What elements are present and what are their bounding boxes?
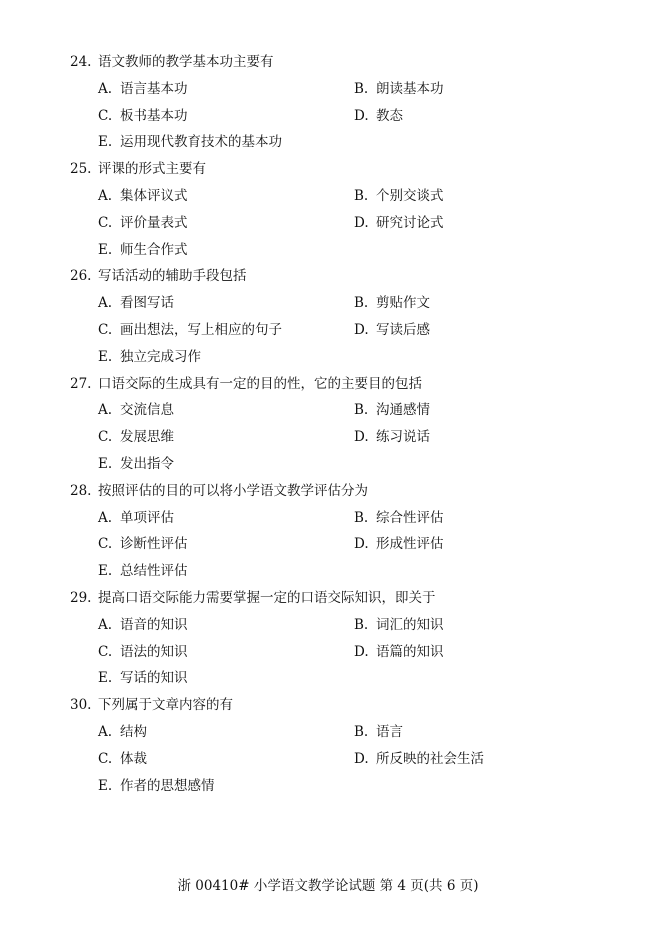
question-25 [70,156,630,263]
option-text: 语音的知识 [120,616,188,633]
option-c [98,746,354,773]
question-30 [70,692,630,799]
question-number: 25. [70,161,92,178]
option-text: 语法的知识 [120,643,188,660]
option-b [354,183,614,210]
option-text: 个别交谈式 [376,187,444,204]
option-text: 研究讨论式 [376,214,444,231]
option-text: 看图写话 [120,295,174,312]
question-text: 语文教师的教学基本功主要有 [98,54,274,70]
option-text: 集体评议式 [120,187,188,204]
option-list [70,290,630,370]
option-text: 沟通感情 [376,402,430,419]
option-letter: C. [98,536,113,553]
option-letter: B. [354,616,369,633]
option-text: 语言基本功 [120,80,188,97]
question-text: 评课的形式主要有 [98,161,206,178]
question-number: 26. [70,268,92,285]
question-number: 24. [70,54,92,70]
option-e [98,237,614,264]
option-a [98,183,354,210]
option-b [354,505,614,532]
question-number: 30. [70,697,92,714]
option-letter: A. [98,509,113,526]
option-text: 所反映的社会生活 [376,750,484,767]
option-e [98,773,614,800]
question-stem [70,692,630,719]
question-text: 写话活动的辅助手段包括 [98,268,247,285]
option-list [70,76,630,156]
option-e [98,451,614,478]
option-text: 单项评估 [120,509,174,526]
question-29 [70,585,630,692]
option-list [70,397,630,477]
question-number: 28. [70,482,92,499]
question-stem [70,263,630,290]
option-e [98,129,614,156]
option-text: 结构 [120,723,147,740]
option-c [98,639,354,666]
option-letter: E. [98,348,113,365]
option-text: 画出想法，写上相应的句子 [120,321,282,338]
option-text: 综合性评估 [376,509,444,526]
option-letter: E. [98,563,113,580]
option-c [98,210,354,237]
question-number: 27. [70,375,92,392]
option-letter: C. [98,214,113,231]
option-letter: B. [354,402,369,419]
option-text: 师生合作式 [120,241,188,258]
option-text: 总结性评估 [120,563,188,580]
option-text: 词汇的知识 [376,616,444,633]
option-d [354,103,614,130]
option-a [98,612,354,639]
option-b [354,719,614,746]
option-text: 运用现代教育技术的基本功 [120,134,282,151]
option-e [98,665,614,692]
option-letter: B. [354,187,369,204]
option-b [354,397,614,424]
option-letter: B. [354,80,369,97]
option-text: 评价量表式 [120,214,188,231]
option-e [98,344,614,371]
option-letter: A. [98,723,113,740]
option-text: 教态 [376,107,403,124]
option-b [354,290,614,317]
option-d [354,317,614,344]
option-letter: A. [98,187,113,204]
option-text: 写话的知识 [120,670,188,687]
option-letter: A. [98,402,113,419]
option-b [354,76,614,103]
option-text: 板书基本功 [120,107,188,124]
option-c [98,103,354,130]
option-a [98,397,354,424]
option-c [98,531,354,558]
option-letter: C. [98,429,113,446]
question-text: 下列属于文章内容的有 [98,697,233,714]
question-27 [70,371,630,478]
option-text: 语篇的知识 [376,643,444,660]
option-d [354,746,614,773]
option-a [98,719,354,746]
question-stem [70,585,630,612]
option-text: 独立完成习作 [120,348,201,365]
option-text: 剪贴作文 [376,295,430,312]
option-letter: C. [98,643,113,660]
option-letter: D. [354,643,369,660]
question-28 [70,478,630,585]
question-stem [70,156,630,183]
option-text: 练习说话 [376,429,430,446]
option-letter: D. [354,107,369,124]
option-list [70,505,630,585]
option-c [98,424,354,451]
option-d [354,639,614,666]
option-letter: E. [98,455,113,472]
option-letter: A. [98,295,113,312]
option-text: 写读后感 [376,321,430,338]
question-text: 提高口语交际能力需要掌握一定的口语交际知识，即关于 [98,589,436,606]
option-letter: E. [98,241,113,258]
question-text: 按照评估的目的可以将小学语文教学评估分为 [98,482,368,499]
option-list [70,612,630,692]
option-letter: B. [354,723,369,740]
option-letter: D. [354,214,369,231]
option-a [98,505,354,532]
option-a [98,290,354,317]
option-letter: D. [354,536,369,553]
option-letter: B. [354,509,369,526]
option-b [354,612,614,639]
option-text: 作者的思想感情 [120,777,215,794]
question-stem [70,478,630,505]
option-text: 语言 [376,723,403,740]
question-26 [70,263,630,370]
option-d [354,531,614,558]
option-letter: A. [98,80,113,97]
option-e [98,558,614,585]
option-a [98,76,354,103]
option-d [354,424,614,451]
option-c [98,317,354,344]
option-letter: B. [354,295,369,312]
option-letter: D. [354,750,369,767]
option-list [70,719,630,799]
option-letter: C. [98,750,113,767]
option-letter: D. [354,321,369,338]
option-text: 发展思维 [120,429,174,446]
option-text: 交流信息 [120,402,174,419]
option-letter: C. [98,107,113,124]
option-d [354,210,614,237]
option-text: 形成性评估 [376,536,444,553]
option-letter: E. [98,134,113,151]
option-list [70,183,630,263]
question-stem [70,371,630,398]
option-text: 发出指令 [120,455,174,472]
question-24 [70,49,630,156]
option-text: 体裁 [120,750,147,767]
page-footer: 浙 00410# 小学语文教学论试题 第 4 页(共 6 页) [177,878,479,894]
option-letter: D. [354,429,369,446]
question-stem [70,49,630,76]
question-number: 29. [70,589,92,606]
option-letter: E. [98,670,113,687]
question-list [70,49,630,799]
option-text: 朗读基本功 [376,80,444,97]
option-text: 诊断性评估 [120,536,188,553]
option-letter: C. [98,321,113,338]
option-letter: A. [98,616,113,633]
option-letter: E. [98,777,113,794]
question-text: 口语交际的生成具有一定的目的性，它的主要目的包括 [98,375,422,392]
